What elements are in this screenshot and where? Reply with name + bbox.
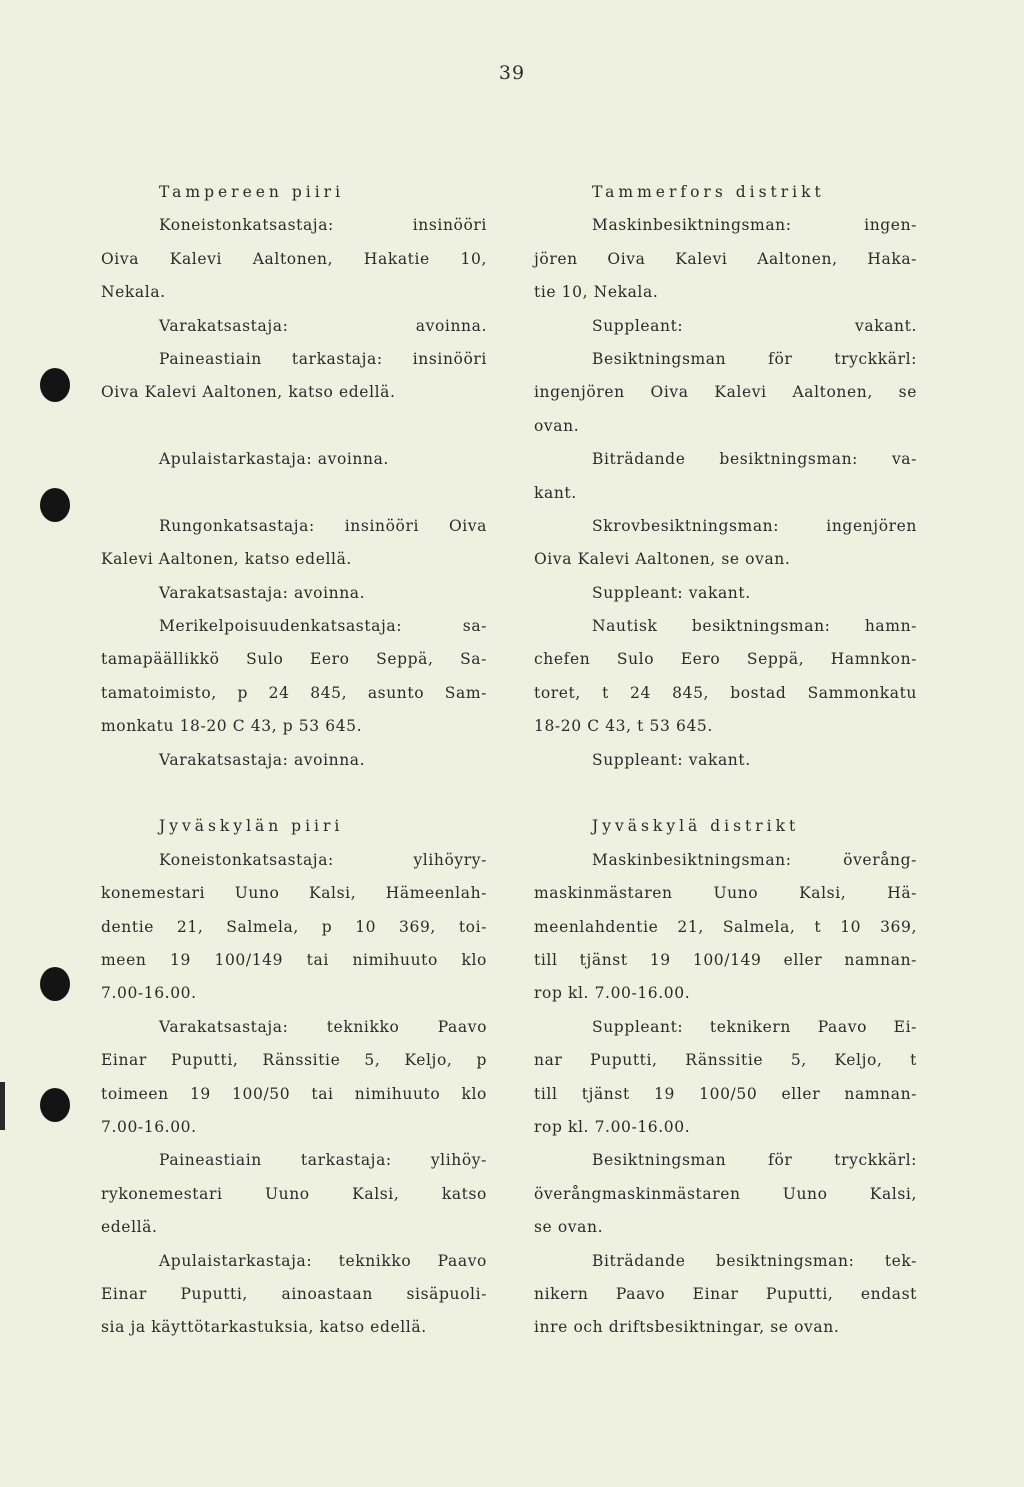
finnish-text-line [101, 777, 487, 810]
swedish-text-line: inre och driftsbesiktningar, se ovan. [534, 1318, 840, 1337]
finnish-text-line: Apulaistarkastaja: teknikko Paavo [159, 1251, 487, 1270]
finnish-text-line: Nekala. [101, 283, 166, 302]
finnish-text-line: Einar Puputti, Ränssitie 5, Keljo, p [101, 1051, 487, 1070]
finnish-text-line: Koneistonkatsastaja: insinööri [159, 216, 487, 235]
finnish-text-line [101, 410, 487, 443]
finnish-text-line: Varakatsastaja: avoinna. [159, 316, 487, 335]
page-number: 39 [498, 62, 526, 84]
finnish-text-line: rykonemestari Uuno Kalsi, katso [101, 1184, 487, 1203]
swedish-text-line: Suppleant: teknikern Paavo Ei- [592, 1017, 917, 1036]
swedish-text-line: till tjänst 19 100/149 eller namnan- [534, 950, 917, 969]
swedish-text-line: chefen Sulo Eero Seppä, Hamnkon- [534, 650, 917, 669]
swedish-text-line: Besiktningsman för tryckkärl: [592, 349, 917, 368]
finnish-text-line: Oiva Kalevi Aaltonen, katso edellä. [101, 383, 396, 402]
swedish-text-line: Nautisk besiktningsman: hamn- [592, 617, 917, 636]
finnish-text-line: Kalevi Aaltonen, katso edellä. [101, 550, 352, 569]
swedish-text-line: Skrovbesiktningsman: ingenjören [592, 516, 917, 535]
swedish-text-line: Maskinbesiktningsman: ingen- [592, 216, 917, 235]
punch-hole-icon [40, 967, 70, 1001]
swedish-text-line: Biträdande besiktningsman: va- [592, 450, 917, 469]
swedish-text-line: Tammerfors distrikt [592, 183, 825, 201]
swedish-text-line: rop kl. 7.00-16.00. [534, 984, 691, 1003]
swedish-text-line: jören Oiva Kalevi Aaltonen, Haka- [534, 249, 917, 268]
finnish-text-line: tamatoimisto, p 24 845, asunto Sam- [101, 683, 487, 702]
swedish-text-line [534, 777, 917, 810]
finnish-text-line: Merikelpoisuudenkatsastaja: sa- [159, 617, 487, 636]
swedish-text-line: 18-20 C 43, t 53 645. [534, 717, 713, 736]
finnish-text-line: Paineastiain tarkastaja: insinööri [159, 349, 487, 368]
scan-edge-mark [0, 1082, 5, 1130]
finnish-text-line: edellä. [101, 1218, 158, 1237]
finnish-text-line: toimeen 19 100/50 tai nimihuuto klo [101, 1084, 487, 1103]
finnish-text-line: Varakatsastaja: teknikko Paavo [159, 1017, 487, 1036]
swedish-text-line: meenlahdentie 21, Salmela, t 10 369, [534, 917, 917, 936]
swedish-text-line: Maskinbesiktningsman: överång- [592, 850, 917, 869]
swedish-text-line: Oiva Kalevi Aaltonen, se ovan. [534, 550, 791, 569]
finnish-text-line: konemestari Uuno Kalsi, Hämeenlah- [101, 884, 487, 903]
finnish-text-line: Einar Puputti, ainoastaan sisäpuoli- [101, 1284, 487, 1303]
right-column-swedish [534, 176, 917, 1345]
swedish-text-line: till tjänst 19 100/50 eller namnan- [534, 1084, 917, 1103]
swedish-text-line: ingenjören Oiva Kalevi Aaltonen, se [534, 383, 917, 402]
swedish-text-line: se ovan. [534, 1218, 604, 1237]
swedish-text-line: Suppleant: vakant. [592, 316, 917, 335]
finnish-text-line: 7.00-16.00. [101, 1117, 197, 1136]
swedish-text-line: tie 10, Nekala. [534, 283, 659, 302]
swedish-text-line: rop kl. 7.00-16.00. [534, 1117, 691, 1136]
finnish-text-line: Koneistonkatsastaja: ylihöyry- [159, 850, 487, 869]
swedish-text-line: nar Puputti, Ränssitie 5, Keljo, t [534, 1051, 917, 1070]
finnish-text-line: Oiva Kalevi Aaltonen, Hakatie 10, [101, 249, 487, 268]
finnish-text-line: 7.00-16.00. [101, 984, 197, 1003]
finnish-text-line: sia ja käyttötarkastuksia, katso edellä. [101, 1318, 427, 1337]
punch-hole-icon [40, 488, 70, 522]
finnish-text-line: Apulaistarkastaja: avoinna. [159, 450, 389, 469]
finnish-text-line: meen 19 100/149 tai nimihuuto klo [101, 950, 487, 969]
left-column-finnish [101, 176, 487, 1345]
finnish-text-line: Rungonkatsastaja: insinööri Oiva [159, 516, 487, 535]
finnish-text-line: Varakatsastaja: avoinna. [159, 750, 366, 769]
swedish-text-line: Besiktningsman för tryckkärl: [592, 1151, 917, 1170]
swedish-text-line: maskinmästaren Uuno Kalsi, Hä- [534, 884, 917, 903]
swedish-text-line: Suppleant: vakant. [592, 750, 751, 769]
swedish-text-line: nikern Paavo Einar Puputti, endast [534, 1284, 917, 1303]
swedish-text-line: toret, t 24 845, bostad Sammonkatu [534, 683, 917, 702]
finnish-text-line: dentie 21, Salmela, p 10 369, toi- [101, 917, 487, 936]
swedish-text-line: överångmaskinmästaren Uuno Kalsi, [534, 1184, 917, 1203]
finnish-text-line: Tampereen piiri [159, 183, 345, 201]
finnish-text-line [101, 477, 487, 510]
finnish-text-line: tamapäällikkö Sulo Eero Seppä, Sa- [101, 650, 487, 669]
punch-hole-icon [40, 1088, 70, 1122]
punch-hole-icon [40, 368, 70, 402]
finnish-text-line: Jyväskylän piiri [159, 817, 344, 836]
swedish-text-line: Suppleant: vakant. [592, 583, 751, 602]
finnish-text-line: Varakatsastaja: avoinna. [159, 583, 366, 602]
finnish-text-line: monkatu 18-20 C 43, p 53 645. [101, 717, 363, 736]
swedish-text-line: ovan. [534, 416, 580, 435]
swedish-text-line: kant. [534, 483, 577, 502]
swedish-text-line: Jyväskylä distrikt [592, 817, 800, 836]
swedish-text-line: Biträdande besiktningsman: tek- [592, 1251, 917, 1270]
finnish-text-line: Paineastiain tarkastaja: ylihöy- [159, 1151, 487, 1170]
